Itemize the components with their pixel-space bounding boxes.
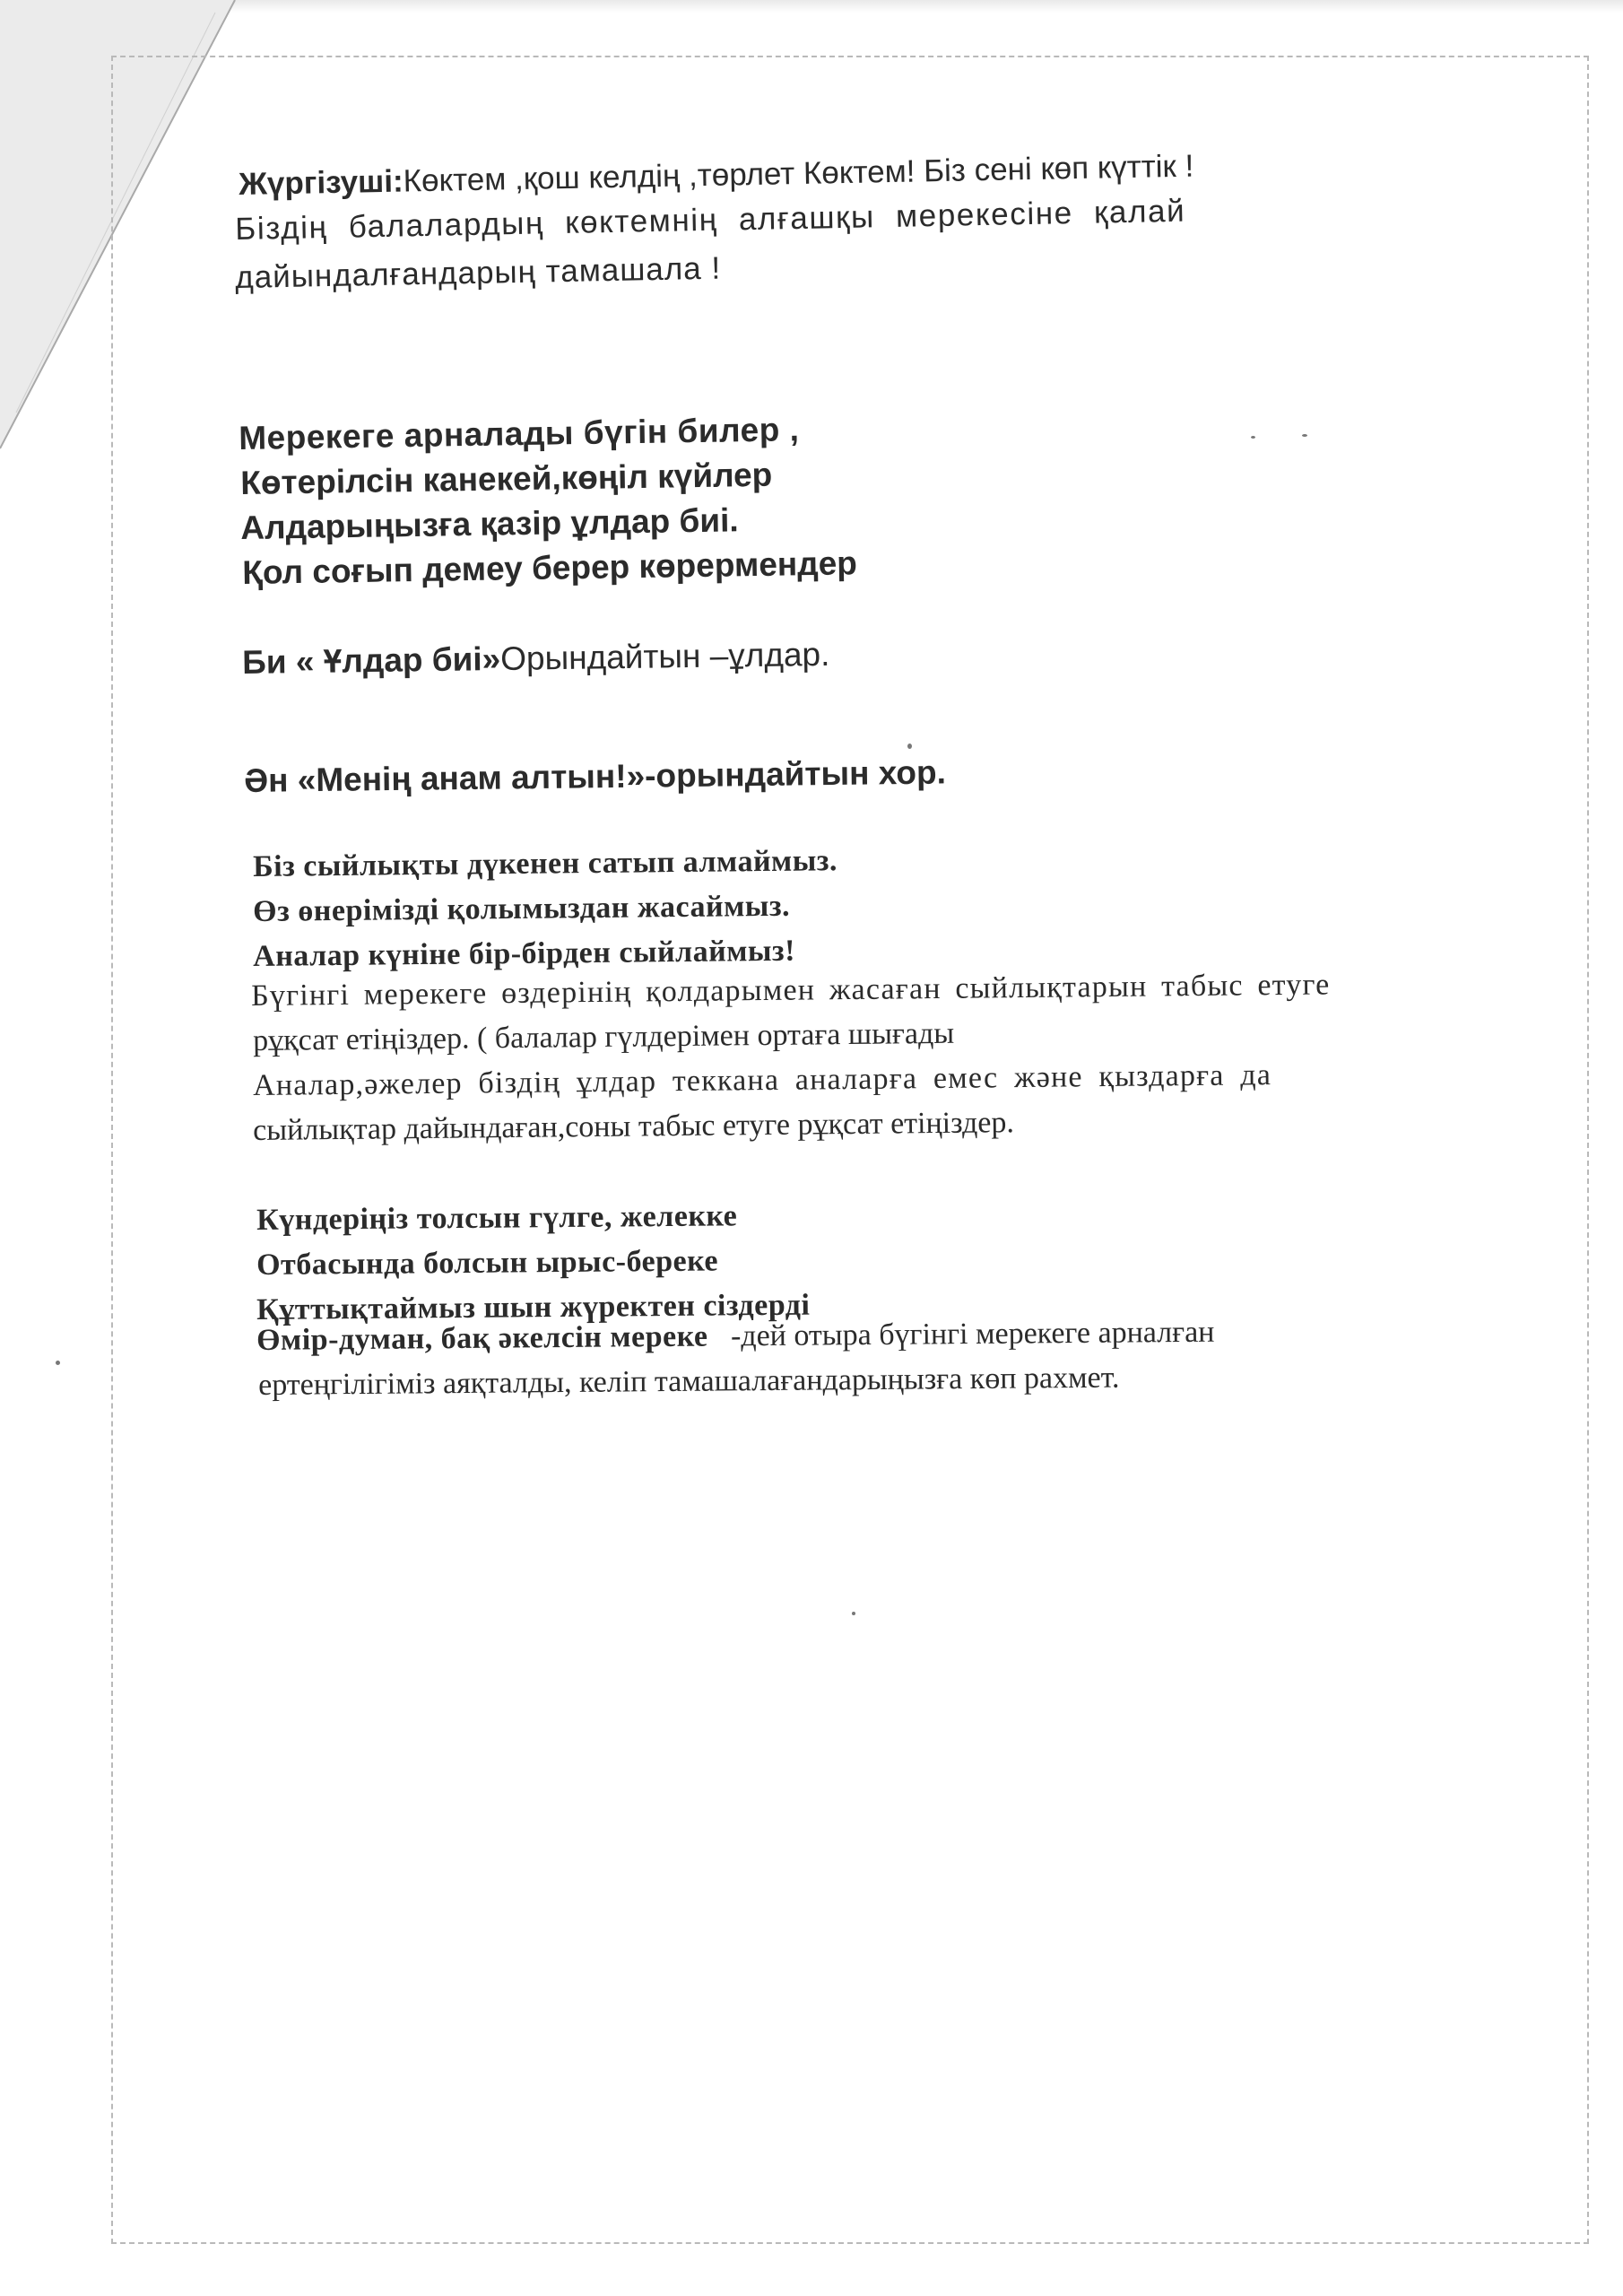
closing-line-5: ертеңгілігіміз аяқталды, келіп тамашалағандарыңызға көп рахмет.	[257, 1361, 1120, 1402]
song-line: Əн «Менің анам алтын!»-орындайтын хор.	[243, 753, 947, 799]
closing-continuation: -дей отыра бүгінгі мерекеге арналған	[707, 1315, 1215, 1353]
intro-line-2: Біздің балалардың көктемнің алғашқы мерекесіне қалай	[234, 193, 1186, 247]
dance-performers: Орындайтын –ұлдар.	[499, 635, 830, 677]
gifts-para-2a: Аналар,əжелер біздің ұлдар теккана аналарға емес жəне қыздарға да	[252, 1058, 1272, 1102]
poem-line-3: Алдарыңызға қазір ұлдар биі.	[239, 501, 739, 546]
gifts-line-2: Өз өнерімізді қолымыздан жасаймыз.	[252, 889, 791, 928]
speck	[1251, 436, 1255, 439]
page-border	[111, 56, 1589, 2244]
closing-line-2: Отбасында болсын ырыс-береке	[256, 1244, 719, 1282]
dance-line	[241, 635, 830, 681]
gifts-para-1b: рұқсат етіңіздер. ( балалар гүлдерімен ортаға шығады	[252, 1016, 955, 1057]
gifts-line-1: Біз сыйлықты дүкенен сатып алмаймыз.	[252, 844, 838, 883]
speck	[56, 1361, 60, 1365]
gifts-para-2b: сыйлықтар дайындаған,соны табыс етуге рұқсат етіңіздер.	[252, 1106, 1015, 1147]
intro-line-3: дайындалғандарың тамашала !	[234, 250, 722, 295]
gifts-para-1a: Бүгінгі мерекеге өздерінің қолдарымен жасаған сыйлықтарын табыс етуге	[250, 968, 1331, 1013]
closing-line-1: Күндеріңіз толсын гүлге, желекке	[256, 1199, 738, 1237]
intro-text: Көктем ,қош келдің ,төрлет Көктем! Біз сені көп күттік !	[403, 148, 1194, 199]
speaker-label: Жүргізуші:	[238, 163, 404, 202]
dance-title: Би « Ұлдар биі»	[241, 639, 501, 681]
closing-bold-phrase: Өмір-думан, бақ əкелсін мереке	[256, 1319, 708, 1357]
closing-line-3: Құттықтаймыз шын жүректен сіздерді	[256, 1288, 811, 1326]
poem-line-2: Көтерілсін канекей,көңіл күйлер	[239, 456, 773, 501]
speck	[1302, 434, 1307, 437]
speck	[852, 1612, 855, 1615]
speck	[907, 744, 912, 749]
gifts-line-3: Аналар күніне бір-бірден сыйлаймыз!	[252, 934, 796, 973]
poem-line-1: Мерекеге арналады бүгін билер ,	[238, 411, 800, 457]
poem-line-4: Қол соғып демеу берер көрермендер	[241, 544, 858, 591]
